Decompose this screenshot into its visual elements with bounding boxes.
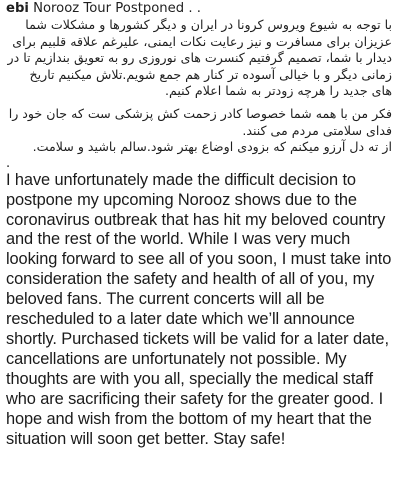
- english-text-block: I have unfortunately made the difficult decision to postpone my upcoming Norooz shows due to the coronavirus outbreak that has hit my beloved country and the rest of the world. While I was very much looking forward to see all of you soon, I must take into consideration the safety and health of all of you, my beloved fans. The current concerts will all be rescheduled to a later date which we’ll announce shortly. Purchased tickets will be valid for a later date, cancellations are unfortunately not possible. My thoughts are with you all, specially the medical staff who are sacrificing their safety for the greater good. I hope and wish from the bottom of my heart that the situation will soon get better. Stay safe!: [6, 170, 392, 448]
- post-caption: [6, 1, 394, 449]
- post-title: Norooz Tour Postponed . .: [33, 1, 201, 16]
- caption-header: [6, 1, 394, 17]
- persian-paragraph: از ته دل آرزو میکنم که بزودی اوضاع بهتر شود.سالم باشید و سلامت.: [32, 139, 392, 155]
- persian-paragraph: فکر من با همه شما خصوصا کادر زحمت کش پزشکی ست که جان خود را فدای سلامتی مردم می کنند.: [8, 105, 392, 138]
- username-link[interactable]: ebi: [6, 1, 29, 16]
- separator-dot: .: [6, 155, 11, 171]
- persian-text-block: [6, 17, 394, 156]
- persian-paragraph: با توجه به شیوع ویروس کرونا در ایران و دیگر کشورها و مشکلات شما عزیزان برای مسافرت و نیز رعایت نکات ایمنی، علیرغم علاقه قلبیم برای دیدار با شما، تصمیم گرفتیم کنسرت های نوروزی رو به تعویق بندازیم تا در زمانی دیگر و با خیالی آسوده تر کنار هم جمع شویم.تلاش میکنیم تاریخ های جدید را هرچه زودتر به شما اعلام کنیم.: [7, 17, 392, 99]
